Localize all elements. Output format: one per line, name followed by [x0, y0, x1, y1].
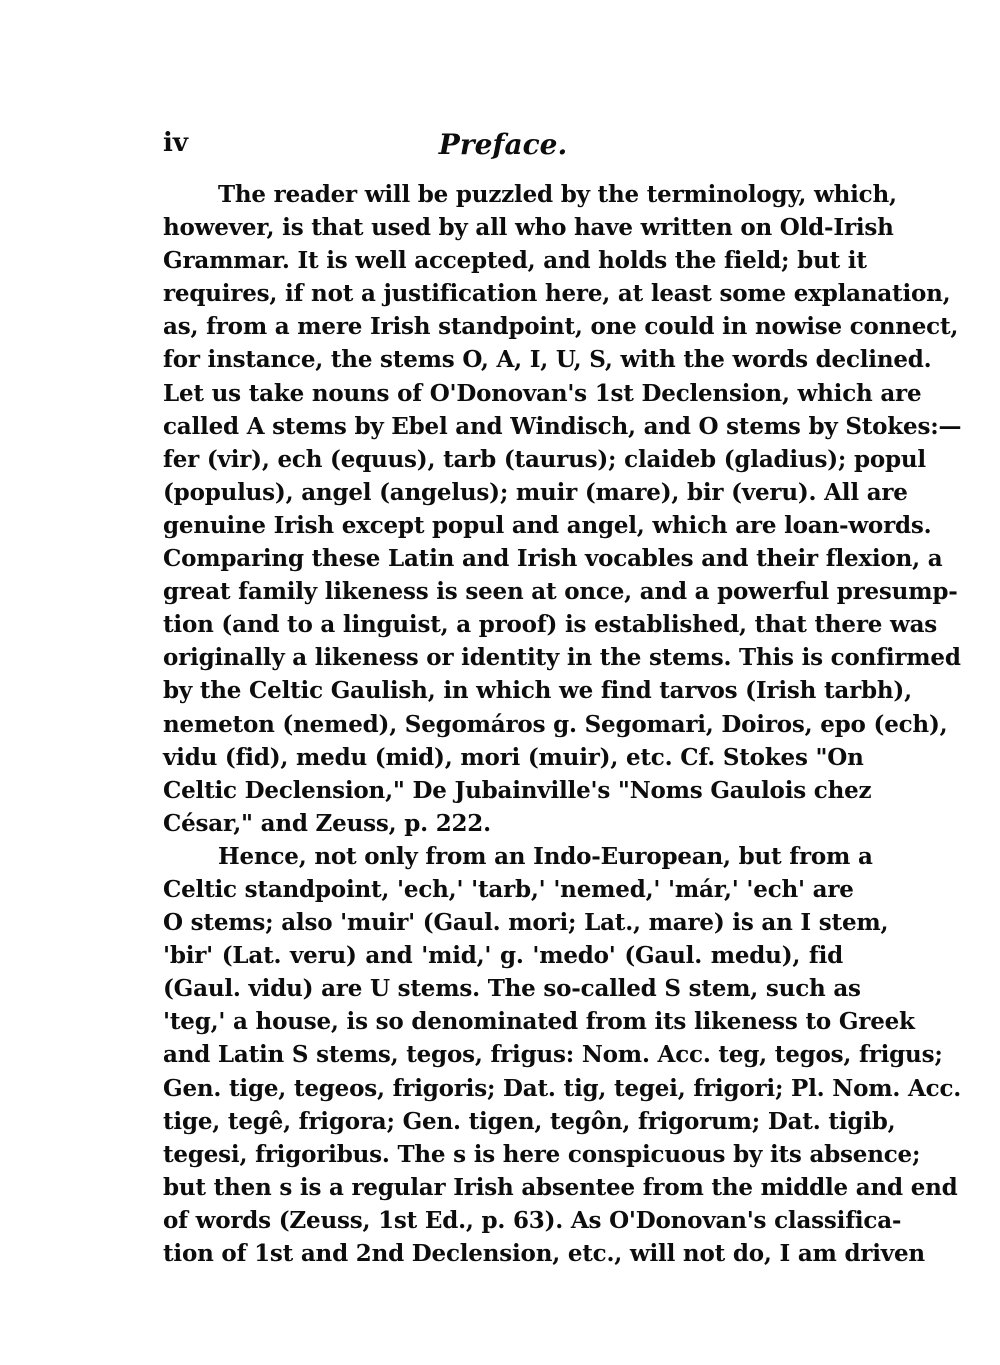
- text-line: tegesi, frigoribus. The s is here conspicuous by its absence;: [163, 1140, 921, 1168]
- text-line: 'bir' (Lat. veru) and 'mid,' g. 'medo' (Gaul. medu), fid: [163, 942, 843, 970]
- text-line: O stems; also 'muir' (Gaul. mori; Lat., mare) is an I stem,: [163, 909, 889, 937]
- text-line: tion (and to a linguist, a proof) is established, that there was: [163, 611, 938, 639]
- text-line: requires, if not a justification here, at least some explanation,: [163, 280, 951, 308]
- text-line: The reader will be puzzled by the terminology, which,: [218, 181, 897, 208]
- text-line: as, from a mere Irish standpoint, one could in nowise connect,: [163, 313, 959, 341]
- text-line: by the Celtic Gaulish, in which we find tarvos (Irish tarbh),: [163, 677, 912, 705]
- running-title: Preface.: [438, 128, 568, 161]
- text-line: but then s is a regular Irish absentee from the middle and end: [163, 1173, 958, 1201]
- text-line: called A stems by Ebel and Windisch, and O stems by Stokes:—: [163, 412, 962, 440]
- body-text: [163, 178, 962, 1270]
- paragraph: [163, 840, 962, 1270]
- text-line: great family likeness is seen at once, and a powerful presump-: [163, 578, 958, 606]
- text-line: Celtic standpoint, 'ech,' 'tarb,' 'nemed,' 'már,' 'ech' are: [163, 875, 854, 903]
- text-line: tion of 1st and 2nd Declension, etc., will not do, I am driven: [163, 1240, 925, 1267]
- text-line: tige, tegê, frigora; Gen. tigen, tegôn, frigorum; Dat. tigib,: [163, 1107, 896, 1135]
- text-line: nemeton (nemed), Segomáros g. Segomari, Doiros, epo (ech),: [163, 710, 948, 738]
- text-line: Grammar. It is well accepted, and holds the field; but it: [163, 247, 867, 275]
- page-header: [163, 128, 843, 168]
- text-line: Comparing these Latin and Irish vocables and their flexion, a: [163, 545, 943, 573]
- text-line: Hence, not only from an Indo-European, but from a: [218, 842, 873, 870]
- text-line: 'teg,' a house, is so denominated from its likeness to Greek: [163, 1008, 915, 1036]
- text-line: vidu (fid), medu (mid), mori (muir), etc. Cf. Stokes "On: [163, 743, 864, 771]
- text-line: originally a likeness or identity in the stems. This is confirmed: [163, 644, 961, 672]
- text-line: fer (vir), ech (equus), tarb (taurus); claideb (gladius); popul: [163, 445, 926, 473]
- page-number: iv: [163, 128, 188, 158]
- text-line: Celtic Declension," De Jubainville's "Noms Gaulois chez: [163, 776, 872, 804]
- text-line: (Gaul. vidu) are U stems. The so-called S stem, such as: [163, 975, 861, 1003]
- text-line: for instance, the stems O, A, I, U, S, with the words declined.: [163, 346, 932, 374]
- text-line: and Latin S stems, tegos, frigus: Nom. Acc. teg, tegos, frigus;: [163, 1041, 943, 1069]
- text-line: genuine Irish except popul and angel, which are loan-words.: [163, 511, 932, 539]
- paragraph: [163, 178, 962, 840]
- text-line: César," and Zeuss, p. 222.: [163, 809, 491, 837]
- text-line: however, is that used by all who have written on Old-Irish: [163, 214, 894, 242]
- text-line: Let us take nouns of O'Donovan's 1st Declension, which are: [163, 379, 922, 407]
- text-line: Gen. tige, tegeos, frigoris; Dat. tig, tegei, frigori; Pl. Nom. Acc.: [163, 1074, 962, 1102]
- text-line: (populus), angel (angelus); muir (mare), bir (veru). All are: [163, 478, 908, 506]
- text-line: of words (Zeuss, 1st Ed., p. 63). As O'Donovan's classifica-: [163, 1206, 902, 1234]
